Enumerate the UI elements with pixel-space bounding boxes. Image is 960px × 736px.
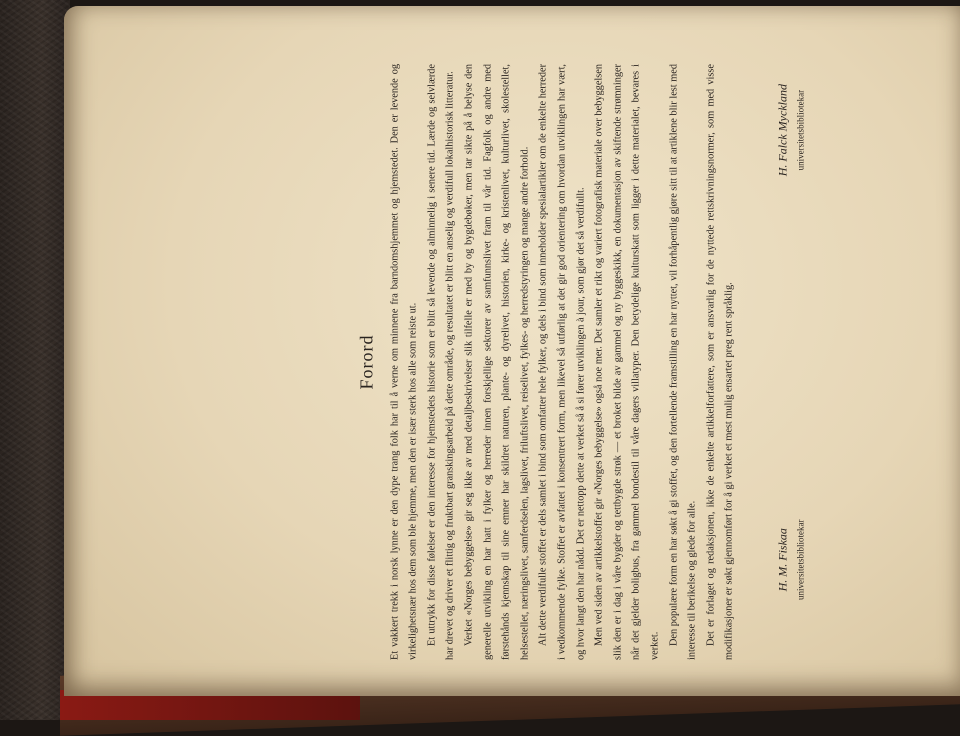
fabric-background <box>0 0 70 720</box>
paragraph: Men ved siden av artikkelstoffet gir «Norges bebyggelse» også noe mer. Det samler et rikt og variert fotografisk materiale over bebyggelsen slik den er i dag i våre bygder og tettbygde strøk — et broket bilde av gammel og ny byggeskikk, en dokumentasjon av skiftende strømninger når det gjelder boligbus, fra gammel bondestil til våre dagers villatyper. Den betydelige kulturskatt som ligger i dette materialet, bevares i verket. <box>593 64 661 660</box>
signature-role: universitetsbibliotekar <box>795 89 806 171</box>
paragraph: Den populære form en har søkt å gi stoffet, og den fortellende framstilling en har nyttet, vil forhåpentlig gjøre sitt til at artiklene blir lest med interesse til berikelse og glede for alle. <box>667 64 698 660</box>
paragraph: Verket «Norges bebyggelse» gir seg ikke av med detaljbeskrivelser slik tilfelle er med by og bygdebøker, men tar sikte på å belyse den generelle utvikling en har hatt i fylker og herreder innen forskjellige sektorer av samfunnslivet fram til vår tid. Fagfolk og andre med førstehånds kjennskap til sine emner har skildret naturen, plante- og dyrelivet, historien, kirke- og kristenlivet, kulturlivet, skolestellet, helsestellet, næringslivet, samferdselen, lagslivet, friluftslivet, reiselivet, fylkes- og herredstyringen og mange andre forhold. <box>463 64 531 660</box>
signature-block <box>773 64 810 660</box>
signature-role: universitetsbibliotekar <box>795 519 806 600</box>
book-page <box>64 6 960 696</box>
signature-name: H. Falck Myckland <box>775 84 790 177</box>
page-title: Forord <box>356 334 377 390</box>
paragraph: Det er forlaget og redaksjonen, ikke de enkelte artikkelforfattere, som er ansvarlig for de nyttede rettskrivningsnormer, som med visse modifikasjoner er søkt gjennomført for å gi verket et mest mulig ensartet preg rent språklig. <box>705 64 735 660</box>
paragraph: Alt dette verdifulle stoffet er dels samlet i bind som omfatter hele fylker, og dels i bind som inneholder spesialartikler om de enkelte herreder i vedkommende fylke. Stoffet er avfattet i konsentrert form, men likevel så utførlig at det gir god orientering om hvordan utviklingen har vært, og hvor langt den har nådd. Det er nettopp dette at verket så å si fører utviklingen à jour, som gjør det så verdifullt. <box>537 64 586 660</box>
signature-right <box>773 84 810 176</box>
foreword-text-block <box>357 64 810 660</box>
paragraph: Et uttrykk for disse følelser er den interesse for hjemstedets historie som er blitt så levende og alminnelig i senere tid. Lærde og selvlærde har drevet og driver et flittig og fruktbart granskingsarbeid på dette område, og resultatet er blitt en anselig og verdifull lokalhistorisk litteratur. <box>426 64 456 660</box>
paragraph: Et vakkert trekk i norsk lynne er den dype trang folk har til å verne om minnene fra barndomshjemmet og hjemstedet. Den er levende og virkelighetsnær hos dem som ble hjemme, men den er især sterk hos alle som reiste ut. <box>389 64 419 660</box>
signature-left <box>773 520 810 600</box>
signature-name: H. M. Fiskaa <box>775 528 790 592</box>
